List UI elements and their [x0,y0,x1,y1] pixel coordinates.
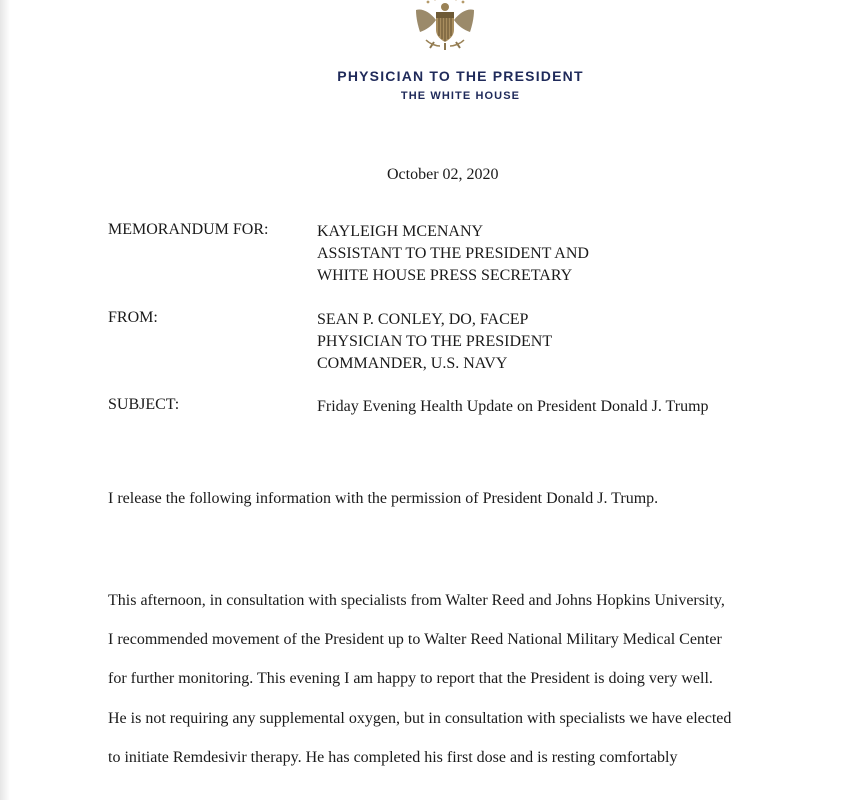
memo-for-line: ASSISTANT TO THE PRESIDENT AND [317,245,589,262]
letterhead-title: PHYSICIAN TO THE PRESIDENT [337,68,584,84]
memo-from-label: FROM: [108,309,158,326]
memo-from-line: COMMANDER, U.S. NAVY [317,355,508,372]
presidential-seal-icon [408,0,482,52]
memo-from-value [317,309,552,375]
memo-for-label: MEMORANDUM FOR: [108,221,269,238]
letterhead-subtitle: THE WHITE HOUSE [400,90,521,102]
page-edge-shadow [0,0,10,800]
body-paragraph-line: for further monitoring. This evening I am happy to report that the President is doing very well. [108,670,713,687]
memo-from-line: PHYSICIAN TO THE PRESIDENT [317,333,553,350]
memo-subject-label: SUBJECT: [108,396,180,413]
memo-subject-value: Friday Evening Health Update on President Donald J. Trump [317,398,709,415]
memo-for-value [317,221,589,287]
memo-from-line: SEAN P. CONLEY, DO, FACEP [317,311,529,328]
body-paragraph-line: He is not requiring any supplemental oxygen, but in consultation with specialists we have elected [108,710,732,727]
body-paragraph-line: to initiate Remdesivir therapy. He has completed his first dose and is resting comfortably [108,749,678,766]
body-paragraph-line: I recommended movement of the President up to Walter Reed National Military Medical Center [108,631,722,648]
body-intro: I release the following information with the permission of President Donald J. Trump. [108,490,659,507]
body-paragraph-line: This afternoon, in consultation with specialists from Walter Reed and Johns Hopkins University, [108,592,725,609]
memo-for-line: KAYLEIGH MCENANY [317,223,484,240]
memo-for-line: WHITE HOUSE PRESS SECRETARY [317,267,573,284]
memo-date: October 02, 2020 [387,166,499,183]
